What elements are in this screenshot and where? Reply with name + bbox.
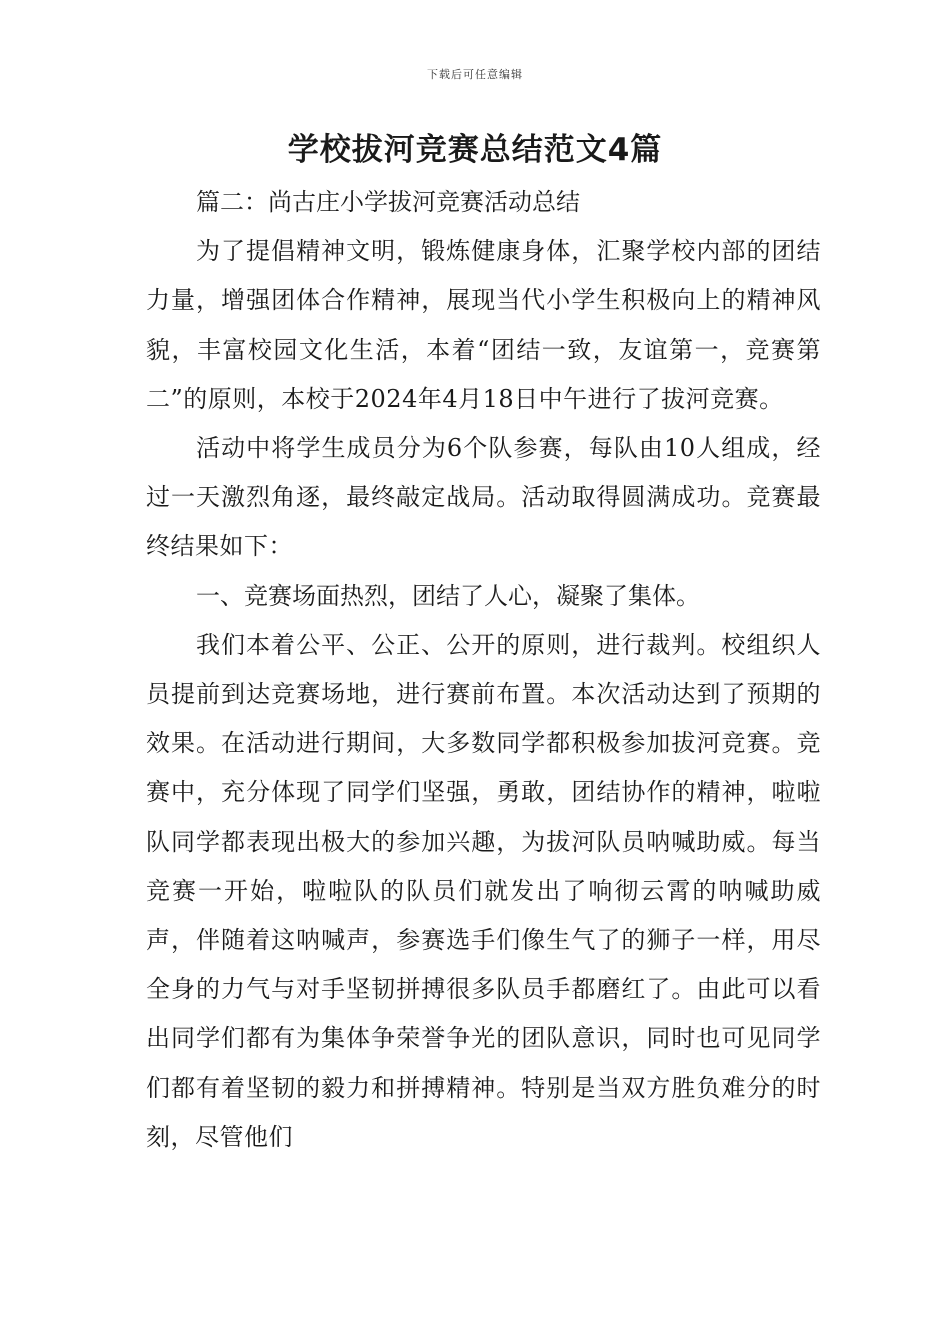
document-title: 学校拔河竞赛总结范文4篇 bbox=[287, 132, 663, 168]
paragraph-section-one: 我们本着公平、公正、公开的原则，进行裁判。校组织人员提前到达竞赛场地，进行赛前布置。本次活动达到了预期的效果。在活动进行期间，大多数同学都积极参加拔河竞赛。竞赛中，充分体现了同学们坚强，勇敢，团结协作的精神，啦啦队同学都表现出极大的参加兴趣，为拔河队员呐喊助威。每当竞赛一开始，啦啦队的队员们就发出了响彻云霄的呐喊助威声，伴随着这呐喊声，参赛选手们像生气了的狮子一样，用尽全身的力气与对手坚韧拼搏很多队员手都磨红了。由此可以看出同学们都有为集体争荣誉争光的团队意识，同时也可见同学们都有着坚韧的毅力和拼搏精神。特别是当双方胜负难分的时刻，尽管他们 bbox=[146, 630, 821, 1151]
section-subtitle: 篇二：尚古庄小学拔河竞赛活动总结 bbox=[196, 188, 580, 216]
header-note: 下载后可任意编辑 bbox=[427, 68, 523, 81]
paragraph-teams: 活动中将学生成员分为6个队参赛，每队由10人组成，经过一天激烈角逐，最终敲定战局。活动取得圆满成功。竞赛最终结果如下： bbox=[146, 434, 821, 561]
document-body bbox=[146, 178, 821, 1162]
paragraph-intro: 为了提倡精神文明，锻炼健康身体，汇聚学校内部的团结力量，增强团体合作精神，展现当代小学生积极向上的精神风貌，丰富校园文化生活，本着“团结一致，友谊第一，竞赛第二”的原则，本校于2024年4月18日中午进行了拔河竞赛。 bbox=[146, 237, 821, 413]
section-heading: 一、竞赛场面热烈，团结了人心，凝聚了集体。 bbox=[196, 581, 700, 610]
